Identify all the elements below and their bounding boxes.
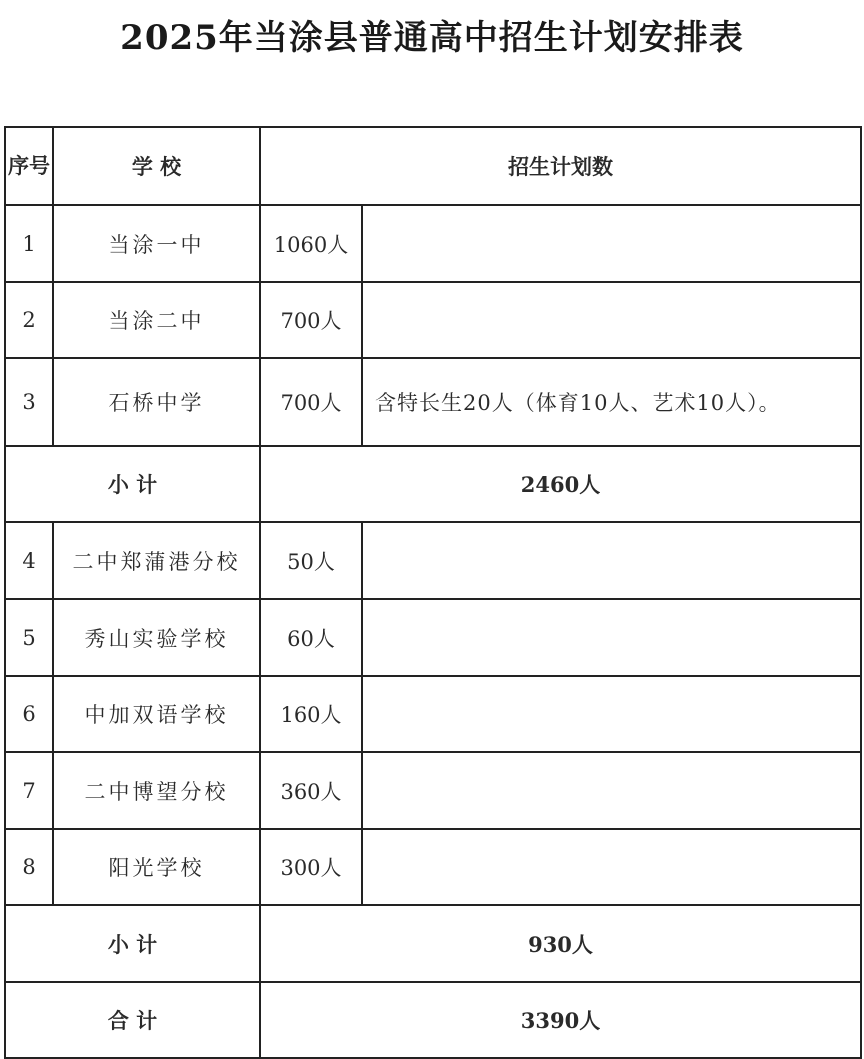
row-seq: 2 xyxy=(5,282,53,358)
total-label: 合 计 xyxy=(5,982,260,1058)
row-seq: 1 xyxy=(5,205,53,282)
table-row xyxy=(5,522,861,599)
row-count: 700人 xyxy=(260,358,362,446)
table-row xyxy=(5,358,861,446)
row-seq: 8 xyxy=(5,829,53,905)
row-count: 360人 xyxy=(260,752,362,829)
row-count: 160人 xyxy=(260,676,362,752)
subtotal-label: 小 计 xyxy=(5,446,260,522)
total-row xyxy=(5,982,861,1058)
row-school: 石桥中学 xyxy=(53,358,260,446)
enrollment-plan-table xyxy=(4,126,862,1059)
row-school: 当涂二中 xyxy=(53,282,260,358)
table-row xyxy=(5,205,861,282)
table-row xyxy=(5,752,861,829)
row-count: 700人 xyxy=(260,282,362,358)
row-seq: 7 xyxy=(5,752,53,829)
row-seq: 5 xyxy=(5,599,53,676)
row-school: 中加双语学校 xyxy=(53,676,260,752)
row-note xyxy=(362,205,861,282)
row-seq: 4 xyxy=(5,522,53,599)
table-header-row xyxy=(5,127,861,205)
header-plan: 招生计划数 xyxy=(260,127,861,205)
table-row xyxy=(5,829,861,905)
subtotal-row xyxy=(5,446,861,522)
table-row xyxy=(5,599,861,676)
row-note xyxy=(362,599,861,676)
table-row xyxy=(5,676,861,752)
row-note xyxy=(362,829,861,905)
row-seq: 6 xyxy=(5,676,53,752)
row-count: 1060人 xyxy=(260,205,362,282)
total-value: 3390人 xyxy=(260,982,861,1058)
row-note xyxy=(362,282,861,358)
row-note xyxy=(362,752,861,829)
row-school: 秀山实验学校 xyxy=(53,599,260,676)
page-title: 2025年当涂县普通高中招生计划安排表 xyxy=(120,18,744,58)
subtotal-label: 小 计 xyxy=(5,905,260,982)
subtotal-value: 2460人 xyxy=(260,446,861,522)
row-count: 300人 xyxy=(260,829,362,905)
header-seq: 序号 xyxy=(5,127,53,205)
subtotal-row xyxy=(5,905,861,982)
row-note xyxy=(362,676,861,752)
row-school: 阳光学校 xyxy=(53,829,260,905)
row-school: 二中郑蒲港分校 xyxy=(53,522,260,599)
row-count: 60人 xyxy=(260,599,362,676)
row-school: 二中博望分校 xyxy=(53,752,260,829)
table-row xyxy=(5,282,861,358)
row-seq: 3 xyxy=(5,358,53,446)
header-school: 学 校 xyxy=(53,127,260,205)
row-count: 50人 xyxy=(260,522,362,599)
row-note xyxy=(362,522,861,599)
row-note: 含特长生20人（体育10人、艺术10人）。 xyxy=(362,358,861,446)
subtotal-value: 930人 xyxy=(260,905,861,982)
row-school: 当涂一中 xyxy=(53,205,260,282)
